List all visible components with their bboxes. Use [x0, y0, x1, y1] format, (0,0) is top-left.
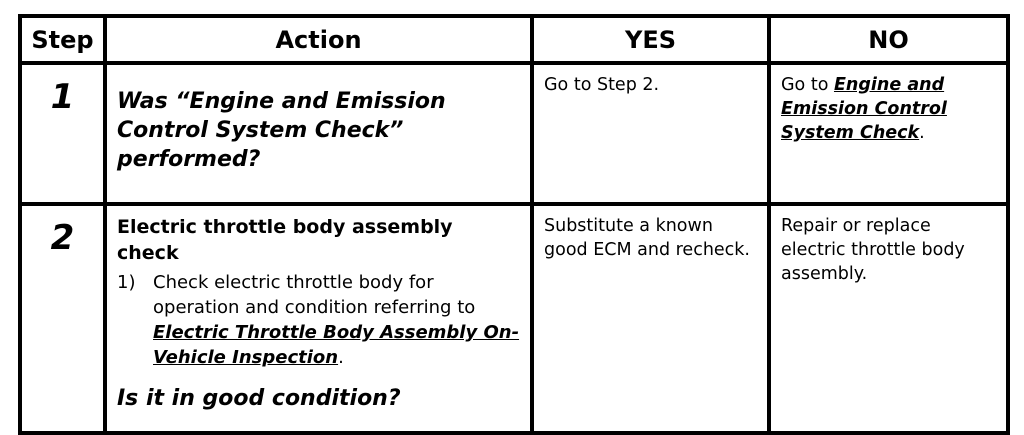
table-row — [20, 204, 1008, 433]
sub-step-number: 1) — [117, 272, 136, 293]
sub-step — [117, 270, 520, 370]
header-action: Action — [105, 16, 532, 63]
table-row — [20, 63, 1008, 204]
action-title: Electric throttle body assembly check — [117, 216, 453, 264]
action-cell — [105, 204, 532, 433]
action-cell — [105, 63, 532, 204]
question-text: Was “Engine and Emission Control System Check” performed? — [117, 89, 446, 172]
no-cell — [769, 63, 1008, 204]
step-number: 1 — [20, 63, 105, 204]
yes-cell: Substitute a known good ECM and recheck. — [532, 204, 769, 433]
header-yes: YES — [532, 16, 769, 63]
throttle-inspection-link[interactable]: Electric Throttle Body Assembly On-Vehicle Inspection — [153, 322, 520, 368]
no-cell: Repair or replace electric throttle body assembly. — [769, 204, 1008, 433]
yes-cell: Go to Step 2. — [532, 63, 769, 204]
diagnostic-table — [18, 14, 1010, 435]
no-prefix: Go to — [781, 75, 834, 95]
sub-step-suffix: . — [338, 347, 344, 368]
step-number: 2 — [20, 204, 105, 433]
no-suffix: . — [919, 123, 925, 143]
sub-step-body: Check electric throttle body for operation and condition referring to — [153, 272, 476, 318]
header-no: NO — [769, 16, 1008, 63]
header-row — [20, 16, 1008, 63]
header-step: Step — [20, 16, 105, 63]
sub-step-text — [153, 270, 520, 370]
question-text: Is it in good condition? — [117, 386, 401, 411]
engine-emission-check-link[interactable]: Engine and Emission Control System Check — [781, 75, 947, 143]
